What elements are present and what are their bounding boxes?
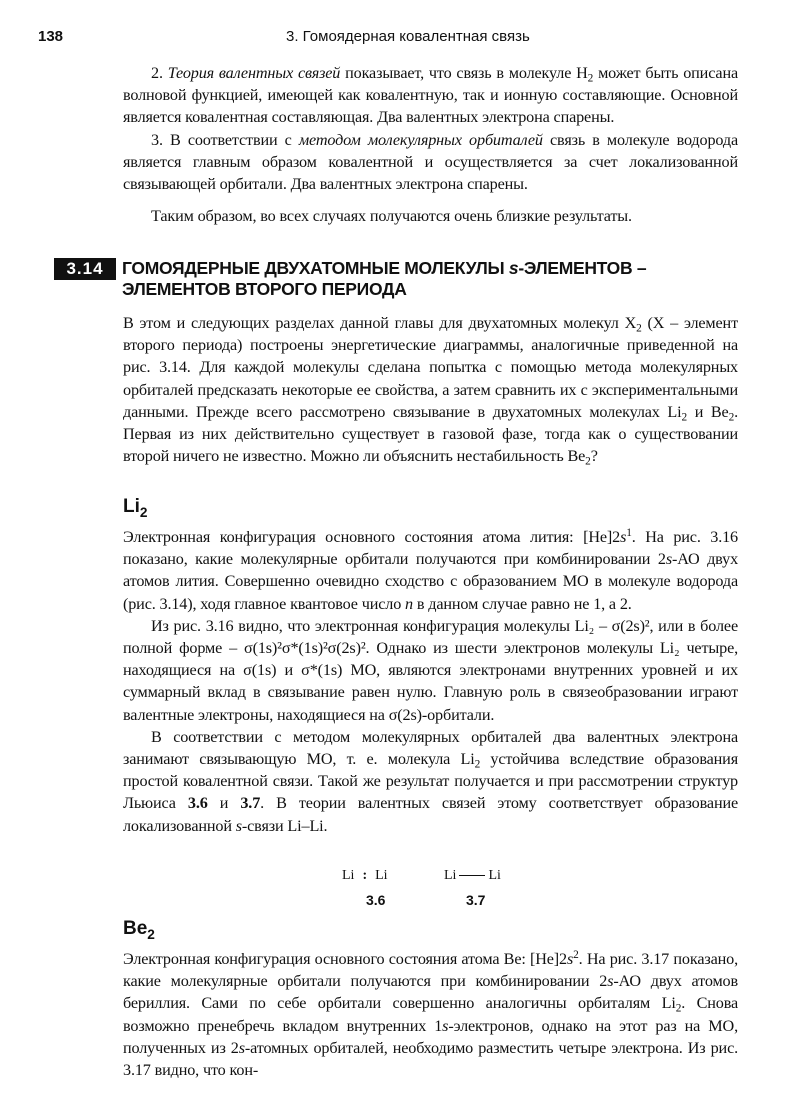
intro-text	[123, 62, 738, 227]
paragraph-li2-config: Электронная конфигурация основного состояния атома лития: $[He]2s^1$. На рис. 3.16 показано, какие молекулярные орбитали получаются при комбинировании 2s-АО двух атомов лития. Совершенно очевидно сходство с образованием МО в молекуле водорода (рис. 3.14), ходя главное квантовое число n в данном случае равно не 1, а 2.	[123, 526, 739, 613]
subheading-be2: $Be_2$	[123, 918, 155, 942]
section-number-badge: 3.14	[54, 258, 116, 280]
paragraph-mo-method: 3. В соответствии с методом молекулярных орбиталей связь в молекуле водорода является главным образом ковалентной и осуществляется за счет локализованной связывающей орбитали. Два валентных электрона спарены.	[123, 130, 738, 194]
section-title: ГОМОЯДЕРНЫЕ ДВУХАТОМНЫЕ МОЛЕКУЛЫ s-ЭЛЕМЕНТОВ – ЭЛЕМЕНТОВ ВТОРОГО ПЕРИОДА	[122, 258, 647, 299]
li2-text	[123, 526, 738, 837]
running-head	[38, 28, 738, 48]
paragraph-valence-bond: 2. Теория валентных связей показывает, что связь в молекуле $H_2$ может быть описана волновой функцией, имеющей как ковалентную, так и ионную составляющие. Основной является ковалентная составляющая. Два валентных электрона спарены.	[123, 64, 739, 127]
structure-label: 3.7	[466, 892, 486, 908]
be2-text	[123, 948, 738, 1081]
subheading-li2: $Li_2$	[123, 496, 148, 520]
page-number: 138	[38, 28, 64, 45]
paragraph-li2-bond: В соответствии с методом молекулярных орбиталей два валентных электрона занимают связывающую МО, т. е. молекула $Li_2$ устойчива вследствие образования простой ковалентной связи. Такой же результат получается и при рассмотрении структур Льюиса 3.6 и 3.7. В теории валентных связей этому соответствует образование локализованной s-связи Li–Li.	[123, 727, 739, 835]
chapter-title: 3. Гомоядерная ковалентная связь	[286, 28, 530, 45]
single-bond-line	[459, 875, 485, 876]
paragraph-be2-config: Электронная конфигурация основного состояния атома Be: $[He]2s^2$. На рис. 3.17 показано, какие молекулярные орбитали получаются при комбинировании 2s-АО двух атомов бериллия. Сами по себе орбитали совершенно аналогичны орбиталям $Li_2$. Снова возможно пренебречь вкладом внутренних 1s-электронов, однако на этот раз на МО, полученных из 2s-атомных орбиталей, необходимо разместить четыре электрона. Из рис. 3.17 видно, что кон-	[123, 948, 739, 1080]
lewis-structure-3-7: Li Li	[444, 868, 501, 883]
lewis-structure-3-6: Li : Li	[342, 868, 388, 883]
lewis-structures	[340, 868, 540, 918]
paragraph-summary: Таким образом, во всех случаях получаются очень близкие результаты.	[151, 207, 632, 226]
structure-label: 3.6	[366, 892, 386, 908]
paragraph-section-intro: В этом и следующих разделах данной главы для двухатомных молекул $X_2$ (X – элемент второго периода) построены энергетические диаграммы, аналогичные приведенной на рис. 3.14. Для каждой молекулы сделана попытка с помощью метода молекулярных орбиталей предсказать некоторые ее свойства, а затем сравнить их с экспериментальными данными. Прежде всего рассмотрено связывание в двухатомных молекулах $Li_2$ и $Be_2$. Первая из них действительно существует в газовой фазе, тогда как о существовании второй ничего не известно. Можно ли объяснить нестабильность $Be_2$?	[123, 314, 738, 468]
paragraph-li2-mo: Из рис. 3.16 видно, что электронная конфигурация молекулы Li₂ – σ(2s)², или в более полной форме – σ(1s)²σ*(1s)²σ(2s)². Однако из шести электронов молекулы Li₂ четыре, находящиеся на σ(1s) и σ*(1s) МО, являются электронами внутренних уровней и их суммарный вклад в связывание равен нулю. Главную роль в связеобразовании играют валентные электроны, находящиеся на σ(2s)-орбитали.	[123, 616, 738, 724]
section-intro	[123, 312, 738, 467]
